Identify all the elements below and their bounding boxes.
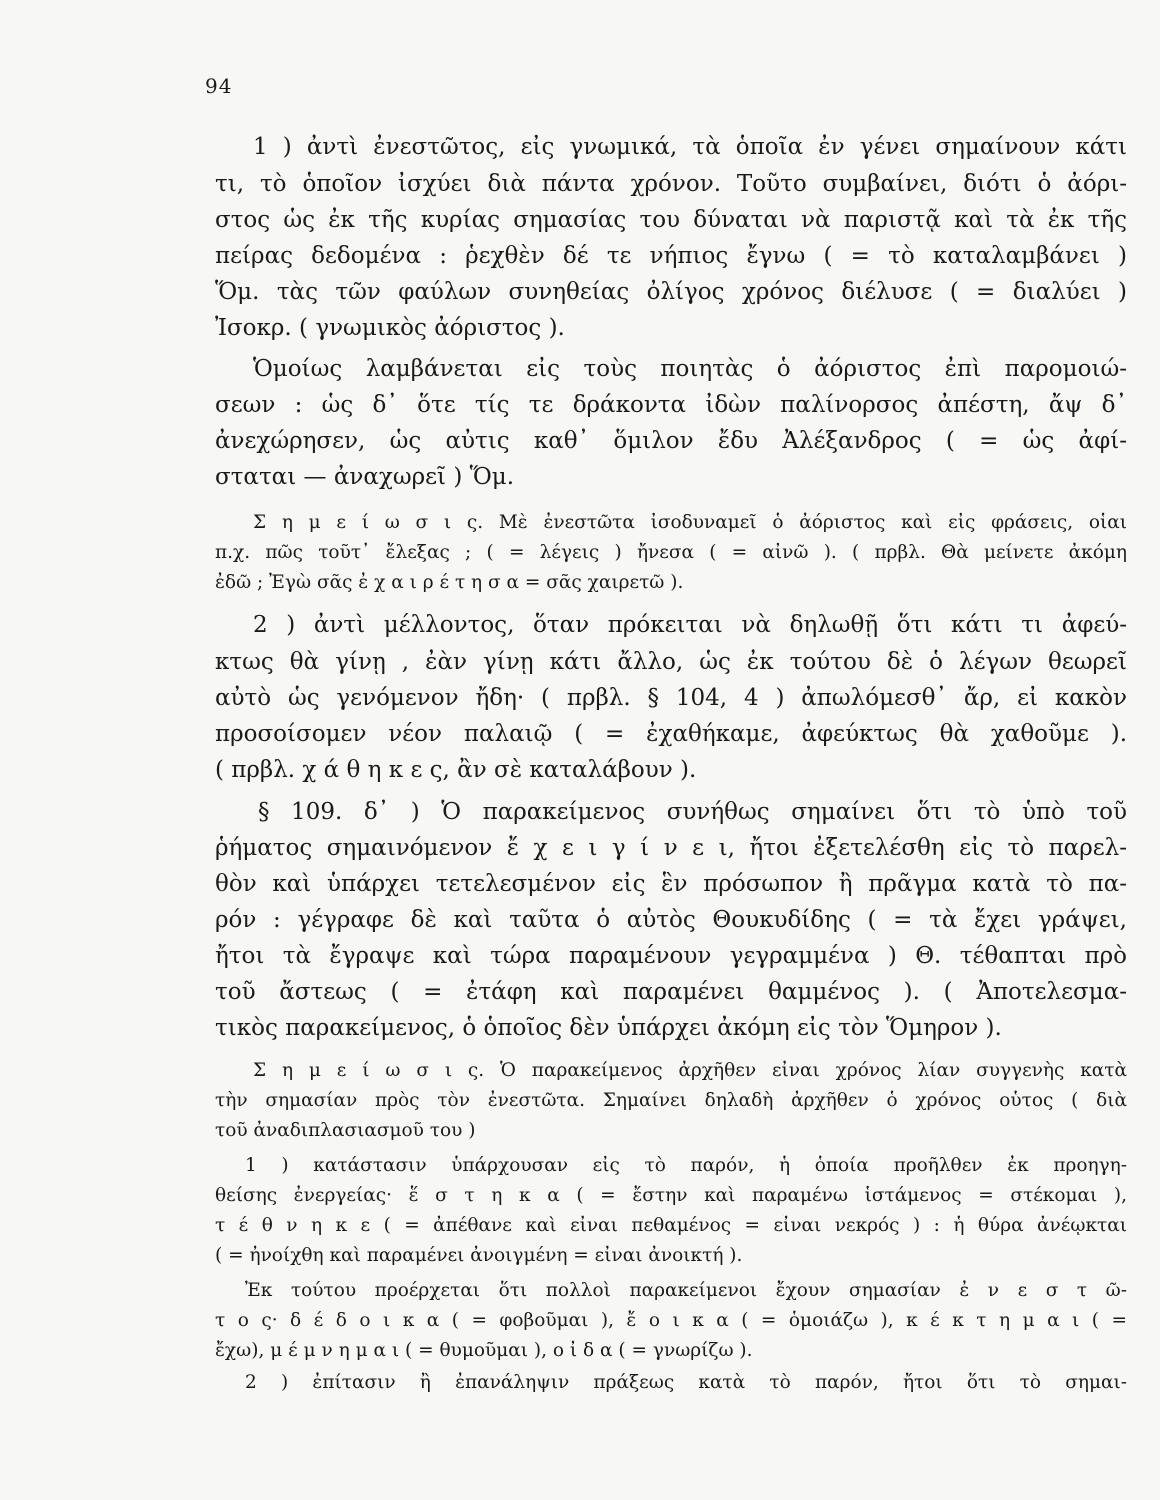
text-line: τὴν σημασίαν πρὸς τὸν ἐνεστῶτα. Σημαίνει δηλαδὴ ἀρχῆθεν ὁ χρόνος οὗτος ( διὰ [215,1090,1127,1111]
text-line: τι, τὸ ὁποῖον ἰσχύει διὰ πάντα χρόνον. Τοῦτο συμβαίνει, διότι ὁ ἀόρι- [215,171,1127,197]
text-line: ῥήματος σημαινόμενον ἔ χ ε ι γ ί ν ε ι, ἤτοι ἐξετελέσθη εἰς τὸ παρελ- [215,835,1127,861]
text-line: προσοίσομεν νέον παλαιῷ ( = ἐχαθήκαμε, ἀφεύκτως θὰ χαθοῦμε ). [215,721,1127,747]
text-line: ρόν : γέγραφε δὲ καὶ ταῦτα ὁ αὐτὸς Θουκυδίδης ( = τὰ ἔχει γράψει, [215,907,1127,933]
text-line: ἀνεχώρησεν, ὡς αὖτις καθ᾽ ὅμιλον ἔδυ Ἀλέξανδρος ( = ὡς ἀφί- [215,428,1127,454]
text-line: θὸν καὶ ὑπάρχει τετελεσμένον εἰς ἓν πρόσωπον ἢ πρᾶγμα κατὰ τὸ πα- [215,871,1127,897]
text-line: θείσης ἐνεργείας· ἕ σ τ η κ α ( = ἔστην καὶ παραμένω ἱστάμενος = στέκομαι ), [215,1185,1127,1206]
text-line: Ὁμοίως λαμβάνεται εἰς τοὺς ποιητὰς ὁ ἀόριστος ἐπὶ παρομοιώ- [253,356,1127,382]
text-line: αὐτὸ ὡς γενόμενον ἤδη· ( πρβλ. § 104, 4 ) ἀπωλόμεσθ᾽ ἄρ, εἰ κακὸν [215,685,1127,711]
text-line: π.χ. πῶς τοῦτ᾽ ἔλεξας ; ( = λέγεις ) ἤνεσα ( = αἰνῶ ). ( πρβλ. Θὰ μείνετε ἀκόμη [215,542,1127,563]
text-line: 2 ) ἐπίτασιν ἢ ἐπανάληψιν πράξεως κατὰ τὸ παρόν, ἤτοι ὅτι τὸ σημαι- [245,1372,1127,1393]
text-line: ( πρβλ. χ ά θ η κ ε ς, ἂν σὲ καταλάβουν ). [215,757,697,783]
text-line: στος ὡς ἐκ τῆς κυρίας σημασίας του δύναται νὰ παριστᾷ καὶ τὰ ἐκ τῆς [215,207,1127,233]
text-line: τικὸς παρακείμενος, ὁ ὁποῖος δὲν ὑπάρχει ἀκόμη εἰς τὸν Ὅμηρον ). [215,1015,1002,1041]
text-line: 2 ) ἀντὶ μέλλοντος, ὅταν πρόκειται νὰ δηλωθῇ ὅτι κάτι τι ἀφεύ- [253,612,1127,638]
text-line: ἐδῶ ; Ἐγὼ σᾶς ἐ χ α ι ρ έ τ η σ α = σᾶς χαιρετῶ ). [215,572,684,593]
text-line: Ὅμ. τὰς τῶν φαύλων συνηθείας ὀλίγος χρόνος διέλυσε ( = διαλύει ) [215,279,1127,305]
text-line: Ἐκ τούτου προέρχεται ὅτι πολλοὶ παρακείμενοι ἔχουν σημασίαν ἐ ν ε σ τ ῶ- [245,1280,1127,1301]
text-line: Σ η μ ε ί ω σ ι ς. Μὲ ἐνεστῶτα ἰσοδυναμεῖ ὁ ἀόριστος καὶ εἰς φράσεις, οἷαι [253,512,1127,533]
text-line: ἔχω), μ έ μ ν η μ α ι ( = θυμοῦμαι ), ο ἶ δ α ( = γνωρίζω ). [215,1340,753,1361]
text-line: Ἰσοκρ. ( γνωμικὸς ἀόριστος ). [215,315,565,341]
text-line: τ ο ς· δ έ δ ο ι κ α ( = φοβοῦμαι ), ἔ ο ι κ α ( = ὁμοιάζω ), κ έ κ τ η μ α ι ( = [215,1310,1127,1331]
text-line: 1 ) ἀντὶ ἐνεστῶτος, εἰς γνωμικά, τὰ ὁποῖα ἐν γένει σημαίνουν κάτι [253,134,1127,160]
text-line: κτως θὰ γίνῃ , ἐὰν γίνῃ κάτι ἄλλο, ὡς ἐκ τούτου δὲ ὁ λέγων θεωρεῖ [215,649,1127,675]
text-line: τ έ θ ν η κ ε ( = ἀπέθανε καὶ εἶναι πεθαμένος = εἶναι νεκρός ) : ἡ θύρα ἀνέῳκται [215,1215,1127,1236]
text-line: τοῦ ἄστεως ( = ἐτάφη καὶ παραμένει θαμμένος ). ( Ἀποτελεσμα- [215,979,1127,1005]
section-heading-line: § 109. δ᾽ ) Ὁ παρακείμενος συνήθως σημαίνει ὅτι τὸ ὑπὸ τοῦ [258,799,1127,825]
text-line: ( = ἠνοίχθη καὶ παραμένει ἀνοιγμένη = εἶναι ἀνοικτή ). [215,1245,743,1266]
page-number: 94 [205,74,233,98]
text-line: τοῦ ἀναδιπλασιασμοῦ του ) [215,1120,476,1141]
text-line: 1 ) κατάστασιν ὑπάρχουσαν εἰς τὸ παρόν, ἡ ὁποία προῆλθεν ἐκ προηγη- [245,1155,1127,1176]
text-line: σεων : ὡς δ᾽ ὅτε τίς τε δράκοντα ἰδὼν παλίνορσος ἀπέστη, ἄψ δ᾽ [215,392,1127,418]
text-line: ἤτοι τὰ ἔγραψε καὶ τώρα παραμένουν γεγραμμένα ) Θ. τέθαπται πρὸ [215,943,1127,969]
text-line: πείρας δεδομένα : ῥεχθὲν δέ τε νήπιος ἔγνω ( = τὸ καταλαμβάνει ) [215,243,1127,269]
text-line: σταται — ἀναχωρεῖ ) Ὅμ. [215,464,515,490]
text-line: Σ η μ ε ί ω σ ι ς. Ὁ παρακείμενος ἀρχῆθεν εἶναι χρόνος λίαν συγγενὴς κατὰ [253,1060,1127,1081]
